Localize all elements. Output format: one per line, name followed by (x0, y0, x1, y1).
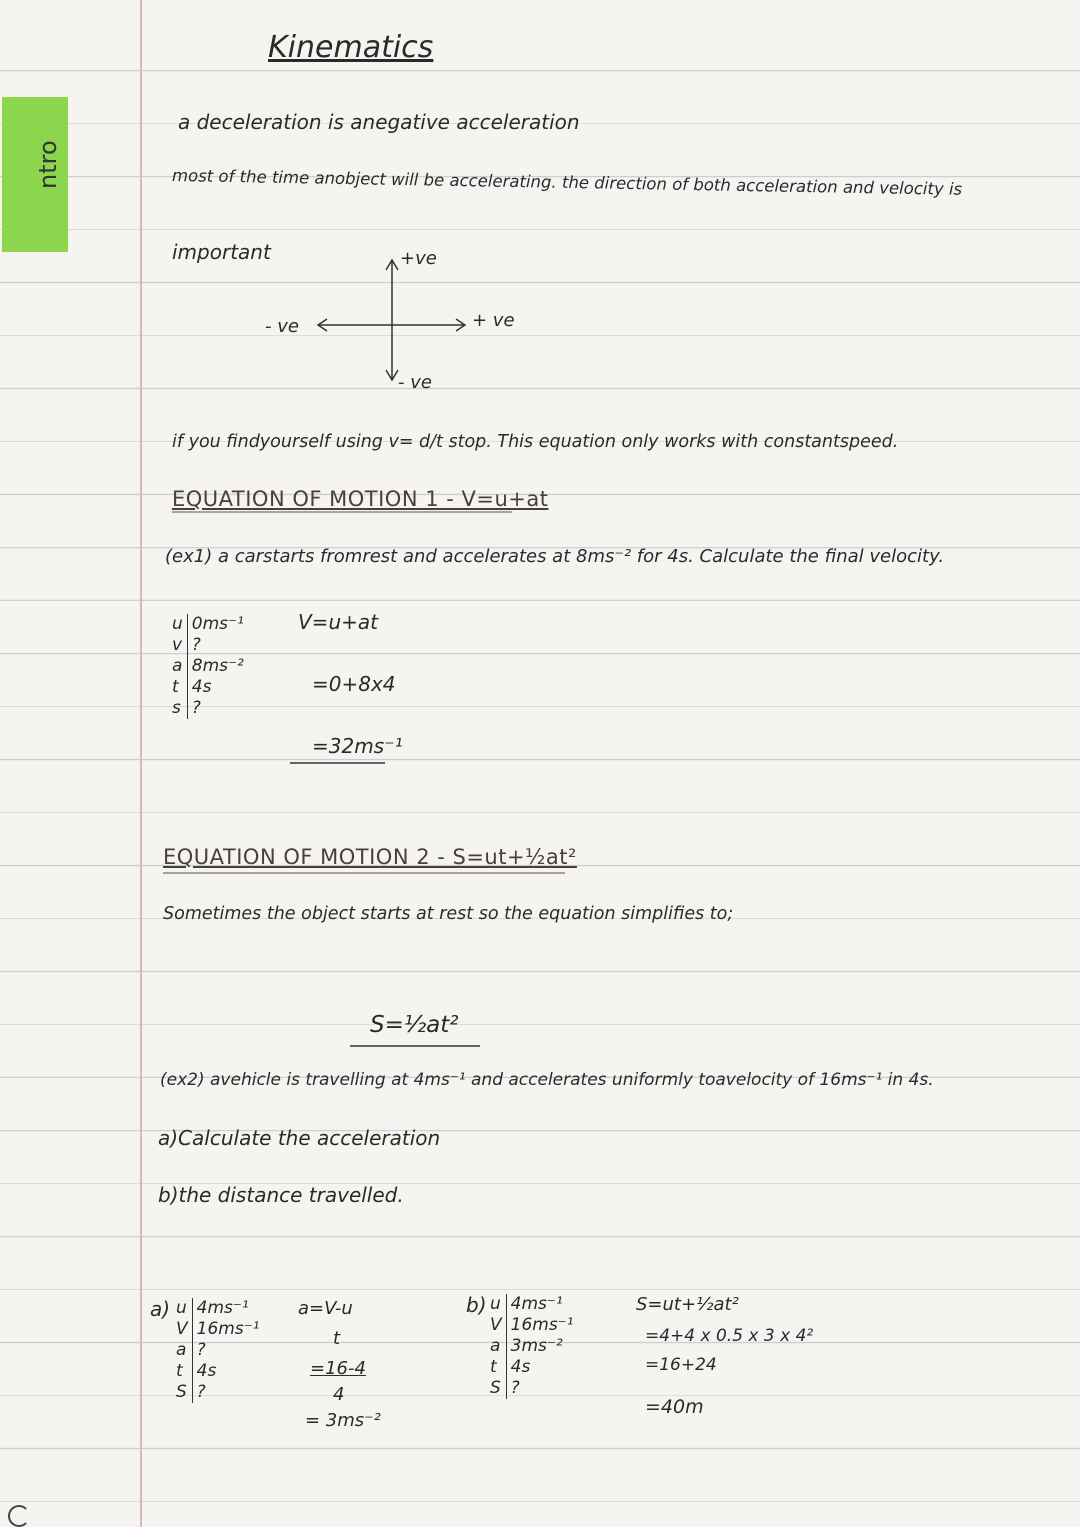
example-1-answer: =32ms⁻¹ (312, 734, 403, 758)
table-var: S (176, 1382, 187, 1402)
table-value: 16ms⁻¹ (196, 1319, 260, 1339)
example-2-part-a: a)Calculate the acceleration (158, 1126, 441, 1150)
page-corner-mark (8, 1505, 30, 1527)
table-value: 8ms⁻² (191, 656, 244, 676)
table-value: 4s (191, 677, 212, 697)
table-var: t (490, 1357, 497, 1377)
part-a-variables-table (176, 1298, 259, 1403)
part-a-label: a) (150, 1297, 171, 1321)
part-b-working-line: S=ut+½at² (636, 1294, 739, 1315)
axis-left-label: - ve (265, 316, 299, 337)
part-a-answer: = 3ms⁻² (305, 1410, 381, 1431)
table-var: t (172, 677, 179, 697)
table-var: a (172, 656, 183, 676)
axis-right-label: + ve (472, 310, 515, 331)
table-value: ? (196, 1382, 206, 1402)
part-a-working-line: =16-4 (310, 1358, 366, 1379)
table-var: V (176, 1319, 188, 1339)
table-var: t (176, 1361, 183, 1381)
example-2-prompt: (ex2) avehicle is travelling at 4ms⁻¹ and accelerates uniformly toavelocity of 16ms⁻¹ in 4s. (160, 1070, 934, 1090)
part-b-variables-table (490, 1294, 573, 1399)
table-var: a (176, 1340, 187, 1360)
part-a-working-line: 4 (333, 1384, 345, 1405)
part-b-working-line: =4+4 x 0.5 x 3 x 4² (645, 1326, 814, 1346)
axis-down-label: - ve (398, 372, 432, 393)
table-var: s (172, 698, 181, 718)
table-value: ? (196, 1340, 206, 1360)
note-line-2: most of the time anobject will be accelerating. the direction of both acceleration and velocity is (171, 166, 963, 199)
part-b-answer: =40m (645, 1396, 704, 1418)
axis-up-label: +ve (400, 248, 437, 269)
table-var: u (490, 1294, 501, 1314)
table-var: a (490, 1336, 501, 1356)
table-var: S (490, 1378, 501, 1398)
table-value: ? (510, 1378, 520, 1398)
table-value: 16ms⁻¹ (510, 1315, 574, 1335)
section-tab-label: ntro (34, 140, 62, 189)
table-value: 4s (196, 1361, 217, 1381)
table-value: ? (191, 635, 201, 655)
part-a-working-line: a=V-u (298, 1298, 353, 1319)
part-a-working-line: t (333, 1328, 341, 1349)
example-1-working-line: V=u+at (298, 610, 378, 634)
part-b-label: b) (466, 1293, 487, 1317)
example-2-part-b: b)the distance travelled. (158, 1183, 404, 1207)
page-title: Kinematics (268, 30, 434, 65)
example-1-working-line: =0+8x4 (312, 672, 396, 696)
table-value: 3ms⁻² (510, 1336, 563, 1356)
table-var: u (176, 1298, 187, 1318)
note-line-3: important (172, 240, 271, 264)
constant-speed-note: if you findyourself using v= d/t stop. This equation only works with constantspeed. (172, 432, 899, 452)
equation-2-note: Sometimes the object starts at rest so the equation simplifies to; (163, 904, 734, 924)
equation-2-heading: EQUATION OF MOTION 2 - S=ut+½at² (163, 845, 577, 869)
table-value: 4s (510, 1357, 531, 1377)
table-var: v (172, 635, 183, 655)
table-var: u (172, 614, 183, 634)
table-value: 4ms⁻¹ (196, 1298, 249, 1318)
example-1-variables-table (172, 614, 244, 719)
table-value: 4ms⁻¹ (510, 1294, 563, 1314)
table-var: V (490, 1315, 502, 1335)
simplified-equation: S=½at² (370, 1012, 459, 1038)
table-value: 0ms⁻¹ (191, 614, 244, 634)
example-1-prompt: (ex1) a carstarts fromrest and accelerates at 8ms⁻² for 4s. Calculate the final velocity. (165, 546, 945, 567)
note-line-1: a deceleration is anegative acceleration (178, 110, 580, 134)
part-b-working-line: =16+24 (645, 1355, 717, 1375)
equation-1-heading: EQUATION OF MOTION 1 - V=u+at (172, 487, 549, 511)
table-value: ? (191, 698, 201, 718)
